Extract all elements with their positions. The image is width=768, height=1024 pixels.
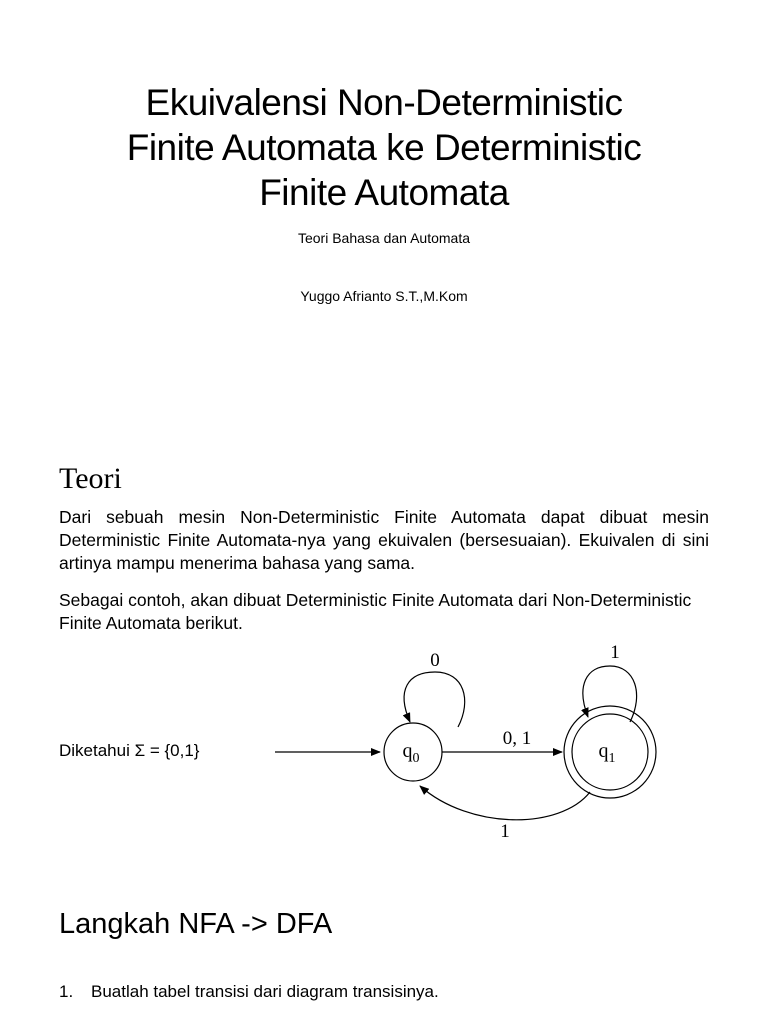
slide-author: Yuggo Afrianto S.T.,M.Kom [300,288,468,304]
q0-self-loop [404,672,465,727]
q1-to-q0-arrow [420,786,590,820]
section-heading-teori: Teori [59,462,122,495]
q0-self-loop-label: 0 [430,650,440,671]
alphabet-given: Diketahui Σ = {0,1} [59,741,200,760]
slide-title [20,80,748,215]
q1-to-q0-label: 1 [500,821,510,842]
state-q1-label: $q_1$ [598,740,616,766]
section-heading-steps: Langkah NFA -> DFA [59,908,333,940]
state-q0-label: $q_0$ [402,740,420,766]
title-line-2: Finite Automata ke Deterministic [126,127,642,168]
step-text: Buatlah tabel transisi dari diagram transisinya. [91,982,439,1001]
list-item [59,982,439,1002]
title-line-3: Finite Automata [259,172,509,213]
theory-paragraph-2: Sebagai contoh, akan dibuat Deterministic Finite Automata dari Non-Deterministic Finite Automata berikut. [59,590,692,633]
nfa-diagram [260,630,680,845]
theory-paragraph-1: Dari sebuah mesin Non-Deterministic Finite Automata dapat dibuat mesin Deterministic Finite Automata-nya yang ekuivalen (bersesuaian). Ekuivalen di sini artinya mampu menerima bahasa yang sama. [59,507,709,573]
step-number: 1. [59,982,74,1001]
steps-list [59,982,439,1002]
q0-to-q1-label: 0, 1 [502,728,532,749]
q1-self-loop-label: 1 [610,642,620,663]
slide-subtitle: Teori Bahasa dan Automata [297,230,470,246]
title-line-1: Ekuivalensi Non-Deterministic [145,82,623,123]
